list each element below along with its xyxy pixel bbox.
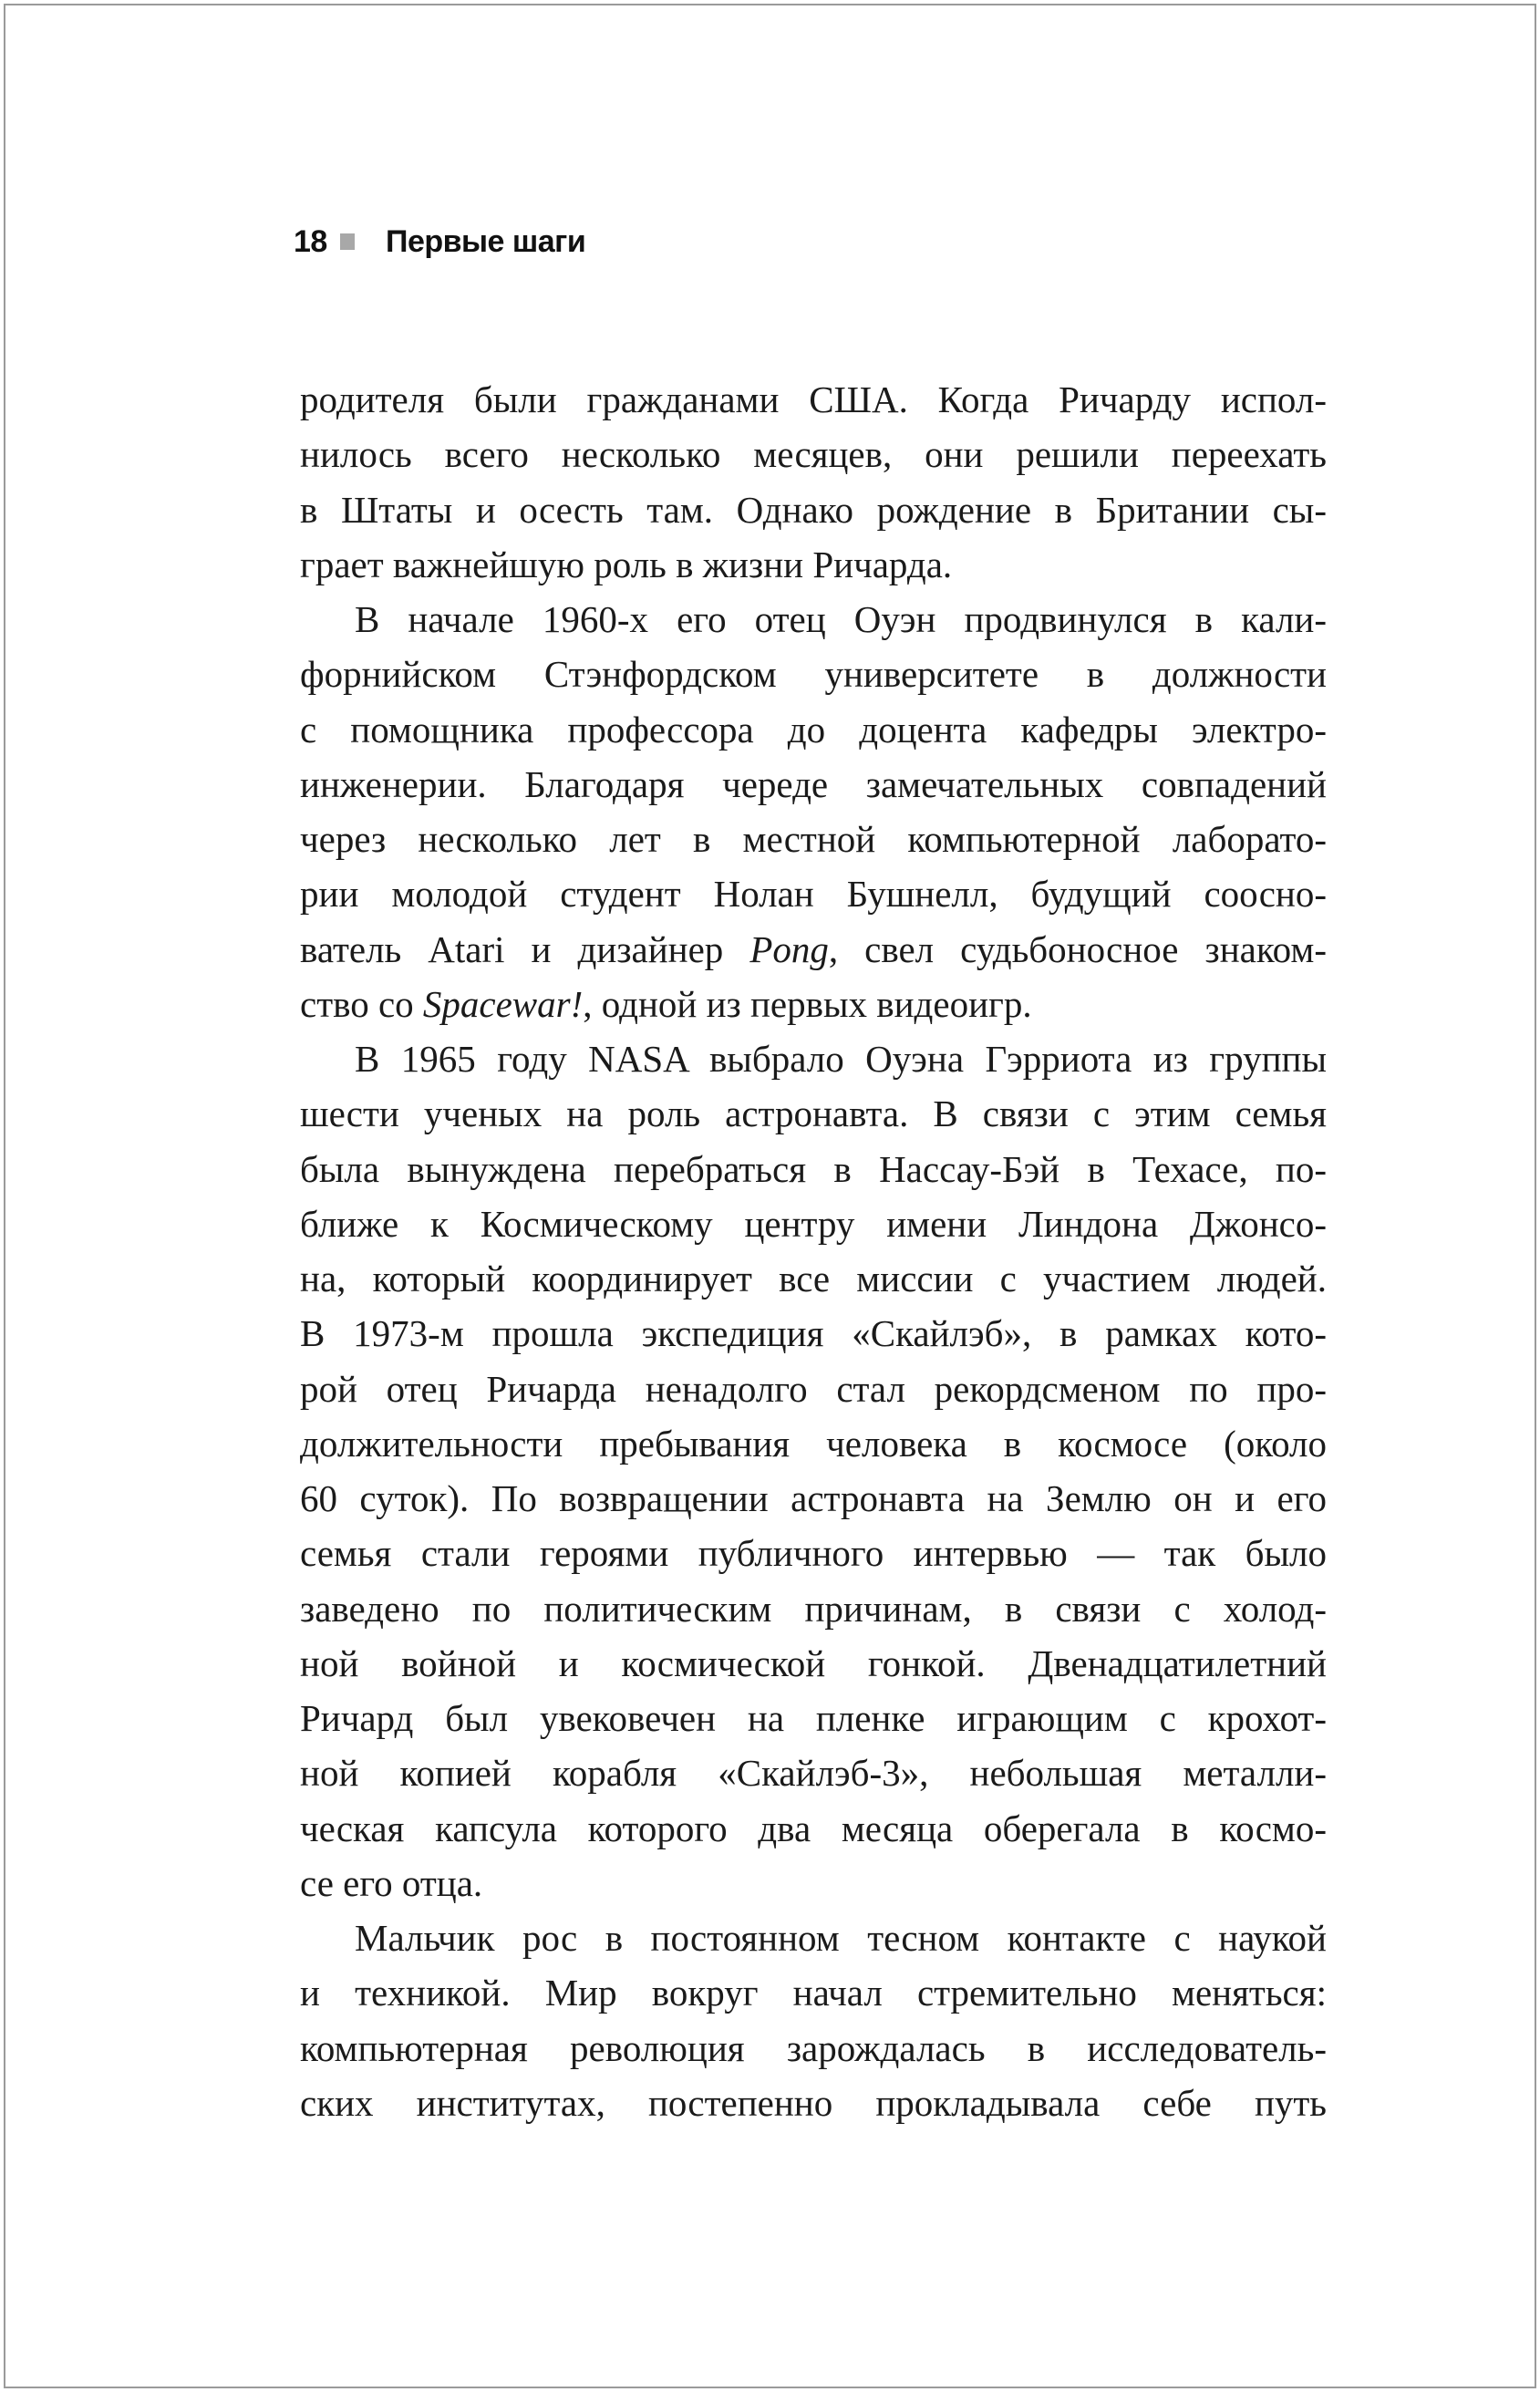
text-span: в Штаты и осесть там. Однако рождение в Британии сы- — [300, 488, 1327, 531]
text-span: 60 суток). По возвращении астронавта на Землю он и его — [300, 1477, 1327, 1519]
text-span: грает важнейшую роль в жизни Ричарда. — [300, 543, 953, 585]
text-line — [300, 537, 1327, 592]
text-span: В начале 1960-х его отец Оуэн продвинулся в кали- — [355, 598, 1327, 640]
text-line — [300, 1471, 1327, 1526]
text-line — [300, 1801, 1327, 1856]
text-span: ной копией корабля «Скайлэб-3», небольшая металли- — [300, 1752, 1327, 1795]
text-span: ство со — [300, 982, 423, 1025]
text-span: заведено по политическим причинам, в связи с холод- — [300, 1587, 1327, 1630]
text-span: с помощника профессора до доцента кафедры электро- — [300, 708, 1327, 751]
text-span: шести ученых на роль астронавта. В связи с этим семья — [300, 1092, 1327, 1135]
text-line — [300, 977, 1327, 1031]
text-span: через несколько лет в местной компьютерной лаборато- — [300, 818, 1327, 860]
text-line — [300, 1086, 1327, 1141]
text-line — [300, 1416, 1327, 1471]
text-span: Мальчик рос в постоянном тесном контакте с наукой — [355, 1917, 1327, 1959]
text-line — [300, 922, 1327, 977]
text-span: , свел судьбоносное знаком- — [828, 927, 1327, 970]
text-line — [300, 1306, 1327, 1361]
text-span: должительности пребывания человека в космосе (около — [300, 1422, 1327, 1465]
text-span: ческая капсула которого два месяца оберегала в космо- — [300, 1807, 1327, 1849]
text-span: нилось всего несколько месяцев, они решили переехать — [300, 433, 1327, 476]
italic-title: Spacewar! — [422, 982, 584, 1025]
text-line — [300, 482, 1327, 537]
text-line — [300, 757, 1327, 812]
text-span: В 1965 году NASA выбрало Оуэна Гэрриота из группы — [355, 1038, 1327, 1080]
text-line — [300, 812, 1327, 866]
text-line — [300, 1251, 1327, 1306]
text-line — [300, 2021, 1327, 2076]
italic-title: Pong — [749, 927, 829, 970]
text-span: , одной из первых видеоигр. — [583, 982, 1032, 1025]
text-line — [300, 1142, 1327, 1196]
text-span: и техникой. Мир вокруг начал стремительно меняться: — [300, 1972, 1327, 2014]
text-line — [300, 1691, 1327, 1745]
section-title: Первые шаги — [386, 224, 586, 259]
text-line — [300, 2076, 1327, 2130]
text-line — [300, 1196, 1327, 1251]
text-line — [300, 702, 1327, 757]
text-line — [300, 1031, 1327, 1086]
text-line — [300, 1526, 1327, 1580]
text-line — [300, 866, 1327, 921]
text-span: ватель Atari и дизайнер — [300, 927, 750, 970]
text-span: семья стали героями публичного интервью — так было — [300, 1532, 1327, 1575]
text-line — [300, 1910, 1327, 1965]
text-span: форнийском Стэнфордском университете в должности — [300, 653, 1327, 696]
text-span: рии молодой студент Нолан Бушнелл, будущий соосно- — [300, 873, 1327, 916]
body-text — [300, 372, 1327, 2130]
text-line — [300, 372, 1327, 427]
text-line — [300, 427, 1327, 482]
text-span: была вынуждена перебраться в Нассау-Бэй в Техасе, по- — [300, 1147, 1327, 1190]
text-line — [300, 1745, 1327, 1800]
text-line — [300, 1965, 1327, 2020]
text-span: компьютерная революция зарождалась в исследователь- — [300, 2026, 1327, 2069]
square-marker-icon — [340, 233, 355, 250]
text-span: родителя были гражданами США. Когда Ричарду испол- — [300, 378, 1327, 420]
text-span: рой отец Ричарда ненадолго стал рекордсменом по про- — [300, 1367, 1327, 1410]
text-line — [300, 1581, 1327, 1636]
text-line — [300, 647, 1327, 701]
text-span: ближе к Космическому центру имени Линдона Джонсо- — [300, 1202, 1327, 1245]
text-line — [300, 1362, 1327, 1416]
text-span: В 1973-м прошла экспедиция «Скайлэб», в рамках кото- — [300, 1312, 1327, 1355]
page-number: 18 — [294, 224, 327, 259]
text-span: Ричард был увековечен на пленке играющим с крохот- — [300, 1697, 1327, 1739]
text-line — [300, 1856, 1327, 1910]
text-span: се его отца. — [300, 1861, 483, 1904]
text-span: инженерии. Благодаря череде замечательных совпадений — [300, 762, 1327, 805]
text-span: ских институтах, постепенно прокладывала себе путь — [300, 2081, 1327, 2124]
text-span: ной войной и космической гонкой. Двенадцатилетний — [300, 1641, 1327, 1684]
text-line — [300, 1636, 1327, 1691]
text-span: на, который координирует все миссии с участием людей. — [300, 1258, 1327, 1300]
text-line — [300, 592, 1327, 647]
